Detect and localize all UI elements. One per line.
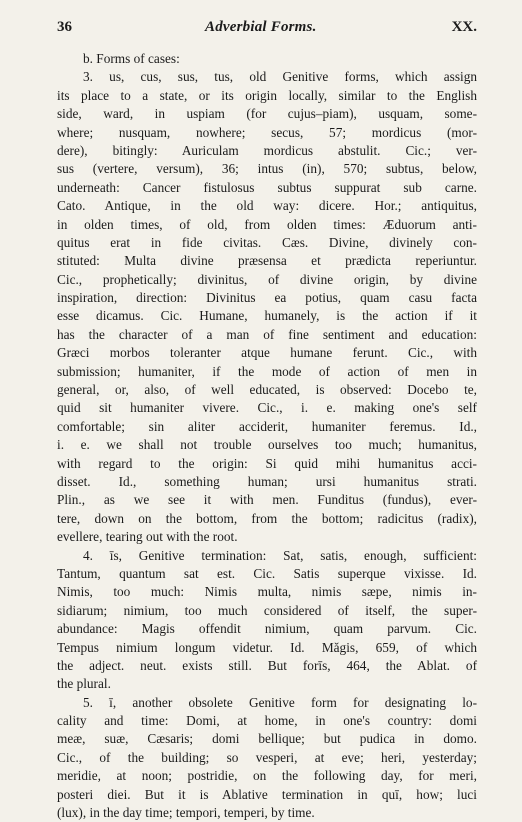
- text-line: disset. Id., something human; ursi humanitus strati.: [57, 473, 477, 489]
- text-line: meridie, at noon; postridie, on the following day, for meri,: [57, 768, 477, 784]
- text-line: the plural.: [57, 676, 111, 692]
- text-line: Græci morbos toleranter atque humane ferunt. Cic., with: [57, 345, 477, 361]
- text-line: posteri diei. But it is Ablative termination in quī, how; luci: [57, 786, 477, 802]
- text-line: 4. īs, Genitive termination: Sat, satis, enough, sufficient:: [83, 547, 477, 563]
- text-line: submission; humaniter, if the mode of action of men in: [57, 363, 477, 379]
- text-line: with regard to the origin: Si quid mihi humanitus acci-: [57, 455, 477, 471]
- page-number: 36: [57, 19, 72, 35]
- text-line: side, ward, in uspiam (for cujus–piam), usquam, some-: [57, 106, 477, 122]
- text-line: esse dicamus. Cic. Humane, humanely, is the action if it: [57, 308, 477, 324]
- running-header: [57, 19, 477, 39]
- text-line: the adject. neut. exists still. But forīs, 464, the Ablat. of: [57, 657, 477, 673]
- text-line: in olden times, of old, from olden times: Æduorum anti-: [57, 216, 477, 232]
- text-line: evellere, tearing out with the root.: [57, 529, 238, 545]
- text-line: Cato. Antique, in the old way: dicere. Hor.; antiquitus,: [57, 198, 477, 214]
- page-body: [57, 50, 477, 822]
- text-line: quid sit humaniter vivere. Cic., i. e. making one's self: [57, 400, 477, 416]
- text-line: (lux), in the day time; tempori, temperi, by time.: [57, 805, 315, 821]
- text-line: Tempus nimium longum videtur. Id. Măgis, 659, of which: [57, 639, 477, 655]
- text-line: its place to a state, or its origin locally, similar to the English: [57, 87, 477, 103]
- text-line: dere), bitingly: Auriculam mordicus abstulit. Cic.; ver-: [57, 142, 477, 158]
- text-line: meæ, suæ, Cæsaris; domi bellique; but pudica in domo.: [57, 731, 477, 747]
- text-line: comfortable; sin aliter acciderit, humaniter feremus. Id.,: [57, 418, 477, 434]
- text-line: inspiration, direction: Divinitus ea potius, quam casu facta: [57, 290, 477, 306]
- section-number: XX.: [451, 19, 477, 35]
- text-line: Cic., prophetically; divinitus, of divine origin, by divine: [57, 271, 477, 287]
- text-line: quitus erat in fide civitas. Cæs. Divine, divinely con-: [57, 234, 477, 250]
- text-line: b. Forms of cases:: [83, 51, 180, 66]
- text-line: Plin., as we see it with men. Funditus (fundus), ever-: [57, 492, 477, 508]
- running-title: Adverbial Forms.: [205, 19, 317, 35]
- text-line: 3. us, cus, sus, tus, old Genitive forms, which assign: [83, 69, 477, 85]
- text-line: abundance: Magis offendit nimium, quam parvum. Cic.: [57, 621, 477, 637]
- text-line: tere, down on the bottom, from the bottom; radicitus (radix),: [57, 510, 477, 526]
- text-line: 5. ī, another obsolete Genitive form for designating lo-: [83, 694, 477, 710]
- text-line: where; nusquam, nowhere; secus, 57; mordicus (mor-: [57, 124, 477, 140]
- text-line: sidiarum; nimium, too much considered of itself, the super-: [57, 602, 477, 618]
- text-line: cality and time: Domi, at home, in one's country: domi: [57, 713, 477, 729]
- text-line: Nimis, too much: Nimis multa, nimis sæpe, nimis in-: [57, 584, 477, 600]
- text-line: Cic., of the building; so vesperi, at eve; heri, yesterday;: [57, 749, 477, 765]
- text-line: sus (vertere, versum), 36; intus (in), 570; subtus, below,: [57, 161, 477, 177]
- text-line: general, or, also, of well educated, is observed: Docebo te,: [57, 382, 477, 398]
- text-line: underneath: Cancer fistulosus subtus suppurat sub carne.: [57, 179, 477, 195]
- text-line: stituted: Multa divine præsensa et prædicta reperiuntur.: [57, 253, 477, 269]
- text-line: Tantum, quantum sat est. Cic. Satis superque vixisse. Id.: [57, 565, 477, 581]
- text-line: i. e. we shall not trouble ourselves too much; humanitus,: [57, 437, 477, 453]
- text-line: has the character of a man of fine sentiment and education:: [57, 326, 477, 342]
